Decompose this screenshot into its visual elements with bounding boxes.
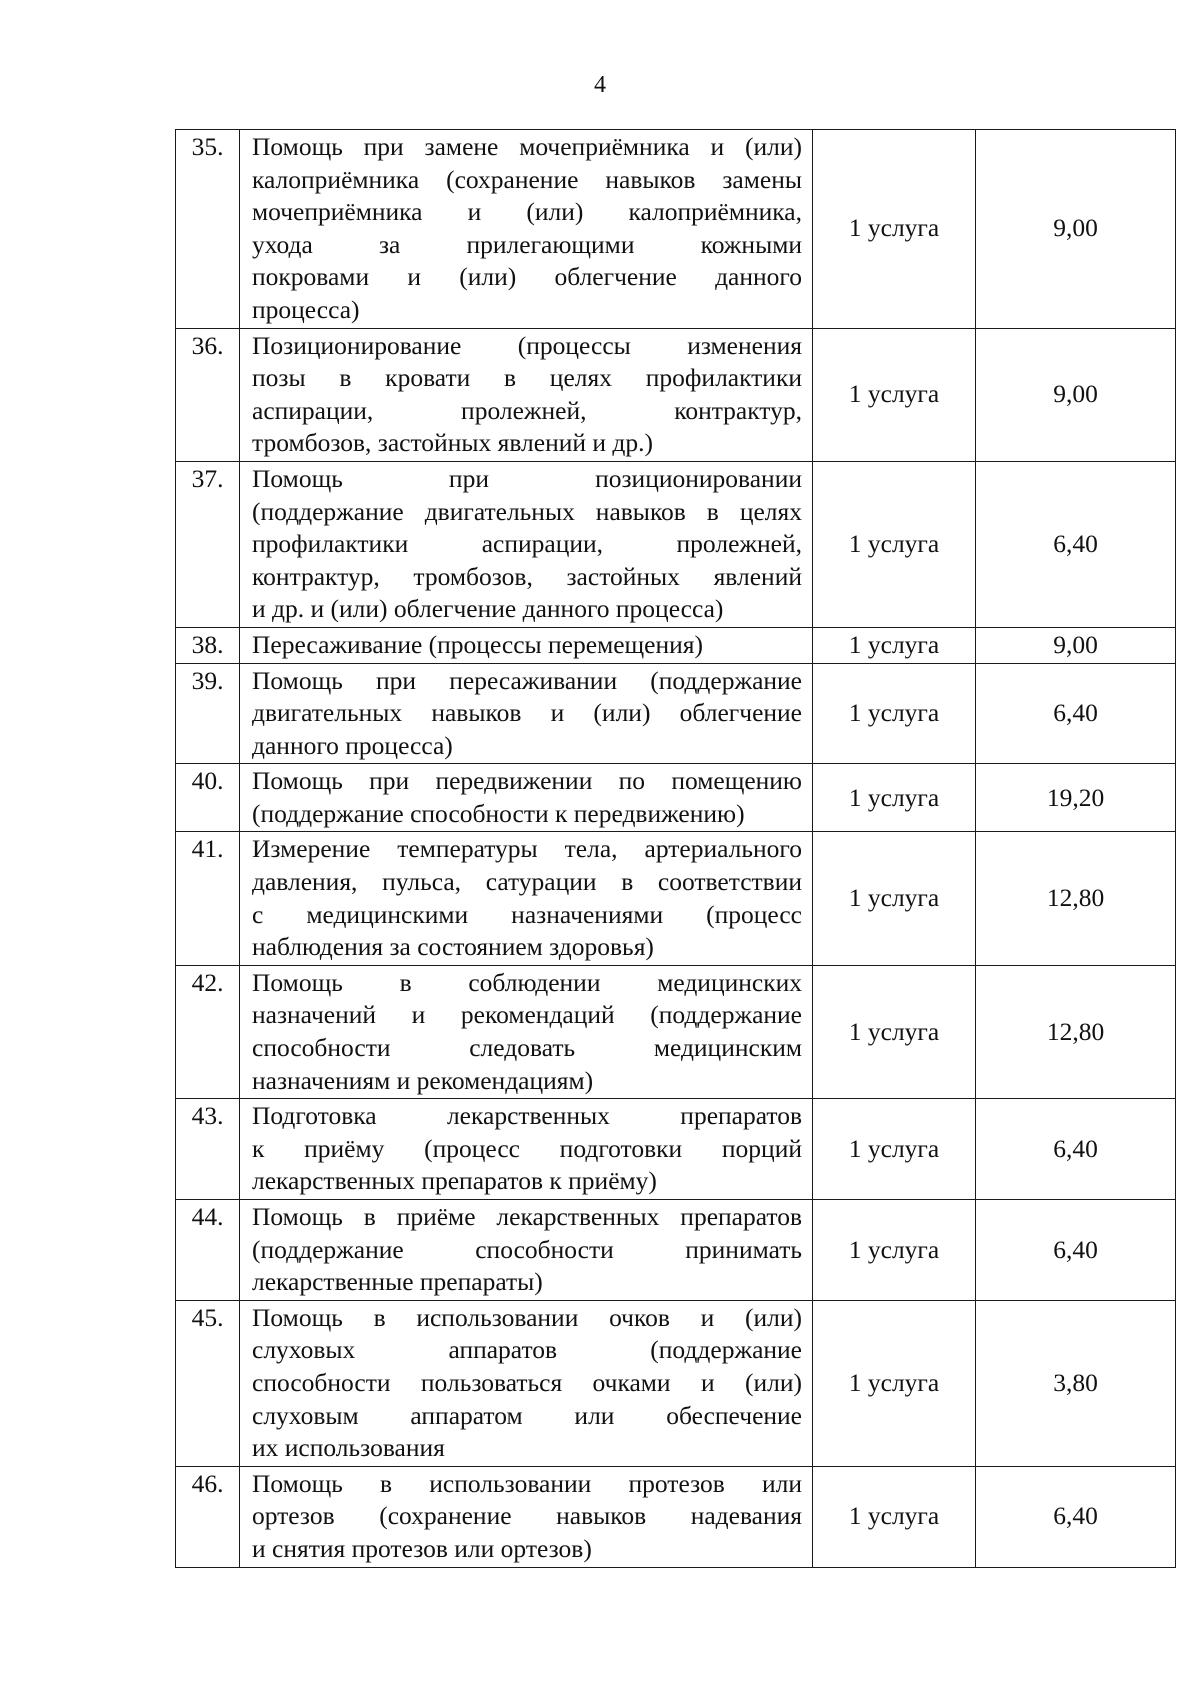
row-number: 46. — [176, 1466, 240, 1567]
row-number: 37. — [176, 461, 240, 627]
service-unit: 1 услуга — [813, 328, 976, 461]
service-description-text — [252, 629, 802, 662]
service-description — [240, 627, 813, 663]
service-description-line: с медицинскими назначениями (процесс — [252, 899, 802, 929]
table-row — [176, 130, 1176, 329]
service-description-line: Помощь в приёме лекарственных препаратов — [252, 1202, 802, 1231]
service-description — [240, 328, 813, 461]
service-description-line: способности следовать медицинским — [252, 1033, 802, 1063]
service-description-line: (поддержание способности принимать — [252, 1234, 802, 1264]
table-row — [176, 663, 1176, 764]
page-number: 4 — [594, 72, 606, 98]
service-unit: 1 услуга — [813, 764, 976, 832]
service-description-line: лекарственных препаратов к приёму) — [252, 1166, 657, 1196]
service-price: 6,40 — [976, 461, 1176, 627]
service-description-line: и снятия протезов или ортезов) — [252, 1533, 592, 1563]
service-description — [240, 663, 813, 764]
service-description-line: их использования — [252, 1433, 445, 1463]
service-description-line: мочеприёмника и (или) калоприёмника, — [252, 197, 802, 227]
service-description-text — [252, 1468, 802, 1566]
table-row — [176, 764, 1176, 832]
service-description-line: и др. и (или) облегчение данного процесса) — [252, 594, 724, 624]
service-description-text — [252, 765, 802, 830]
service-description — [240, 1099, 813, 1200]
service-price: 6,40 — [976, 663, 1176, 764]
service-description-line: позы в кровати в целях профилактики — [252, 363, 802, 393]
services-table — [175, 129, 1176, 1568]
service-description — [240, 965, 813, 1098]
service-description-line: (поддержание способности к передвижению) — [252, 798, 745, 828]
service-description-text — [252, 1201, 802, 1299]
service-description-text — [252, 833, 802, 963]
service-description-line: наблюдения за состоянием здоровья) — [252, 932, 654, 962]
service-description-line: Помощь при пересаживании (поддержание — [252, 665, 802, 695]
service-description-line: давления, пульса, сатурации в соответствии — [252, 867, 802, 897]
service-description-text — [252, 131, 802, 327]
service-description-line: аспирации, пролежней, контрактур, — [252, 395, 802, 425]
service-description-line: назначениям и рекомендациям) — [252, 1065, 594, 1095]
table-row — [176, 627, 1176, 663]
service-description-line: слуховым аппаратом или обеспечение — [252, 1400, 802, 1430]
row-number: 35. — [176, 130, 240, 329]
service-unit: 1 услуга — [813, 627, 976, 663]
service-description — [240, 461, 813, 627]
service-description-text — [252, 1302, 802, 1465]
row-number: 39. — [176, 663, 240, 764]
service-price: 6,40 — [976, 1200, 1176, 1301]
row-number: 43. — [176, 1099, 240, 1200]
service-description-line: Пересаживание (процессы перемещения) — [252, 629, 703, 659]
service-description-text — [252, 967, 802, 1097]
service-price: 9,00 — [976, 328, 1176, 461]
row-number: 45. — [176, 1300, 240, 1466]
service-description — [240, 130, 813, 329]
service-description-line: тромбозов, застойных явлений и др.) — [252, 428, 654, 458]
service-description-line: Подготовка лекарственных препаратов — [252, 1101, 802, 1131]
service-price: 12,80 — [976, 965, 1176, 1098]
row-number: 36. — [176, 328, 240, 461]
service-description-line: процесса) — [252, 294, 360, 324]
service-description — [240, 1200, 813, 1301]
service-description — [240, 764, 813, 832]
service-description — [240, 1300, 813, 1466]
services-table-body — [176, 130, 1176, 1568]
table-row — [176, 461, 1176, 627]
service-price: 6,40 — [976, 1099, 1176, 1200]
service-unit: 1 услуга — [813, 1300, 976, 1466]
service-price: 12,80 — [976, 832, 1176, 965]
service-price: 3,80 — [976, 1300, 1176, 1466]
service-unit: 1 услуга — [813, 663, 976, 764]
row-number: 44. — [176, 1200, 240, 1301]
table-row — [176, 328, 1176, 461]
service-unit: 1 услуга — [813, 965, 976, 1098]
table-row — [176, 832, 1176, 965]
service-price: 9,00 — [976, 130, 1176, 329]
service-description-line: ухода за прилегающими кожными — [252, 229, 802, 259]
service-unit: 1 услуга — [813, 832, 976, 965]
service-description-line: слуховых аппаратов (поддержание — [252, 1335, 802, 1365]
service-description-line: двигательных навыков и (или) облегчение — [252, 698, 802, 728]
table-row — [176, 1099, 1176, 1200]
service-price: 19,20 — [976, 764, 1176, 832]
service-description-line: Помощь при передвижении по помещению — [252, 766, 802, 796]
service-unit: 1 услуга — [813, 130, 976, 329]
service-unit: 1 услуга — [813, 1200, 976, 1301]
service-description-line: Измерение температуры тела, артериального — [252, 834, 802, 864]
service-description-line: данного процесса) — [252, 730, 453, 760]
service-unit: 1 услуга — [813, 461, 976, 627]
service-description-line: Помощь в использовании очков и (или) — [252, 1302, 802, 1332]
service-description-line: профилактики аспирации, пролежней, — [252, 529, 802, 559]
service-unit: 1 услуга — [813, 1099, 976, 1200]
service-description-line: (поддержание двигательных навыков в целях — [252, 496, 802, 526]
service-description — [240, 1466, 813, 1567]
service-price: 9,00 — [976, 627, 1176, 663]
row-number: 40. — [176, 764, 240, 832]
service-description-line: Позиционирование (процессы изменения — [252, 330, 802, 360]
service-description-line: Помощь в использовании протезов или — [252, 1468, 802, 1498]
service-description-line: Помощь при позиционировании — [252, 463, 802, 493]
service-description-line: покровами и (или) облегчение данного — [252, 262, 802, 292]
table-row — [176, 1466, 1176, 1567]
table-row — [176, 1300, 1176, 1466]
service-description-line: к приёму (процесс подготовки порций — [252, 1133, 802, 1163]
service-description-line: назначений и рекомендаций (поддержание — [252, 1000, 802, 1030]
row-number: 41. — [176, 832, 240, 965]
service-description-line: способности пользоваться очками и (или) — [252, 1367, 802, 1397]
service-description-line: Помощь в соблюдении медицинских — [252, 967, 802, 997]
service-description-text — [252, 330, 802, 460]
service-description-line: Помощь при замене мочеприёмника и (или) — [252, 132, 802, 161]
service-description-text — [252, 463, 802, 626]
service-description-line: калоприёмника (сохранение навыков замены — [252, 164, 802, 194]
table-row — [176, 965, 1176, 1098]
service-description-line: ортезов (сохранение навыков надевания — [252, 1501, 802, 1531]
service-description — [240, 832, 813, 965]
service-description-text — [252, 665, 802, 763]
service-unit: 1 услуга — [813, 1466, 976, 1567]
table-row — [176, 1200, 1176, 1301]
service-price: 6,40 — [976, 1466, 1176, 1567]
service-description-line: лекарственные препараты) — [252, 1267, 543, 1297]
service-description-line: контрактур, тромбозов, застойных явлений — [252, 561, 802, 591]
service-description-text — [252, 1100, 802, 1198]
row-number: 38. — [176, 627, 240, 663]
row-number: 42. — [176, 965, 240, 1098]
